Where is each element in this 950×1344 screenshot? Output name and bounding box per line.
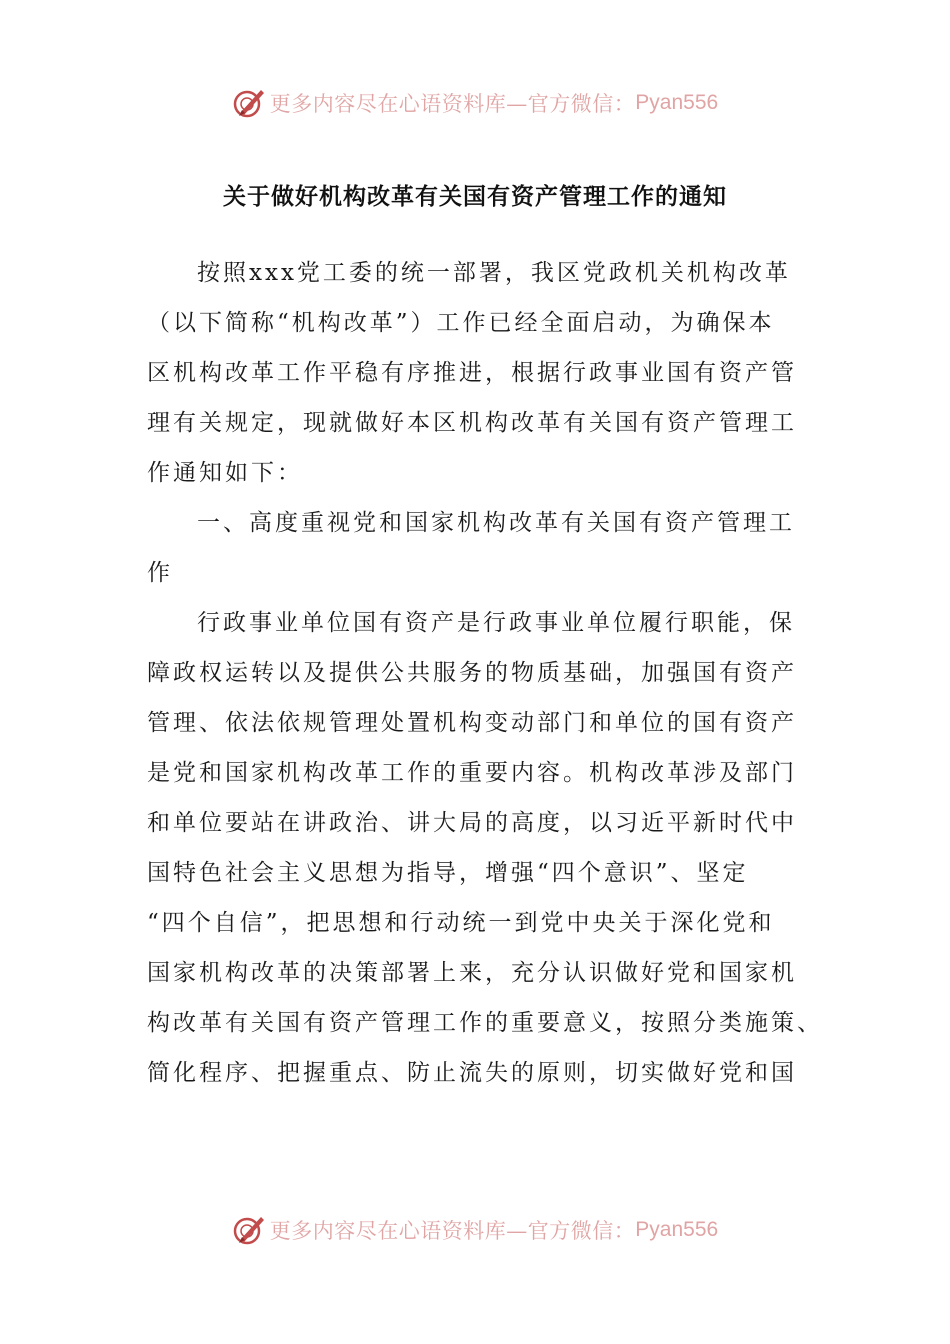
paragraph-line: 是党和国家机构改革工作的重要内容。机构改革涉及部门 xyxy=(147,760,797,786)
paragraph-line: 国特色社会主义思想为指导，增强“四个意识”、坚定 xyxy=(147,860,749,886)
paragraph-line: 区机构改革工作平稳有序推进，根据行政事业国有资产管 xyxy=(147,360,797,386)
pen-logo-icon xyxy=(232,86,266,120)
paragraph-line: 障政权运转以及提供公共服务的物质基础，加强国有资产 xyxy=(147,660,797,686)
paragraph-line: 构改革有关国有资产管理工作的重要意义，按照分类施策、 xyxy=(147,1010,823,1036)
paragraph-line: 简化程序、把握重点、防止流失的原则，切实做好党和国 xyxy=(147,1060,797,1086)
paragraph-line: （以下简称“机构改革”）工作已经全面启动，为确保本 xyxy=(147,310,775,336)
paragraph-line: 作通知如下： xyxy=(147,460,303,486)
header-watermark xyxy=(0,83,950,123)
watermark-wechat-id: Pyan556 xyxy=(635,1218,719,1241)
paragraph-line: 和单位要站在讲政治、讲大局的高度，以习近平新时代中 xyxy=(147,810,797,836)
section-heading-line: 作 xyxy=(147,560,173,586)
paragraph-line: 按照xxx党工委的统一部署，我区党政机关机构改革 xyxy=(197,260,791,286)
watermark-text: 更多内容尽在心语资料库—官方微信： xyxy=(269,1219,636,1243)
document-title: 关于做好机构改革有关国有资产管理工作的通知 xyxy=(223,183,727,210)
paragraph-line: “四个自信”，把思想和行动统一到党中央关于深化党和 xyxy=(147,910,775,936)
paragraph-line: 行政事业单位国有资产是行政事业单位履行职能，保 xyxy=(197,610,795,636)
pen-logo-icon xyxy=(232,1213,266,1247)
watermark-text: 更多内容尽在心语资料库—官方微信： xyxy=(269,92,636,116)
paragraph-line: 理有关规定，现就做好本区机构改革有关国有资产管理工 xyxy=(147,410,797,436)
watermark-wechat-id: Pyan556 xyxy=(635,91,719,114)
footer-watermark xyxy=(0,1210,950,1250)
paragraph-line: 国家机构改革的决策部署上来，充分认识做好党和国家机 xyxy=(147,960,797,986)
paragraph-line: 管理、依法依规管理处置机构变动部门和单位的国有资产 xyxy=(147,710,797,736)
section-heading-line: 一、高度重视党和国家机构改革有关国有资产管理工 xyxy=(197,510,795,536)
